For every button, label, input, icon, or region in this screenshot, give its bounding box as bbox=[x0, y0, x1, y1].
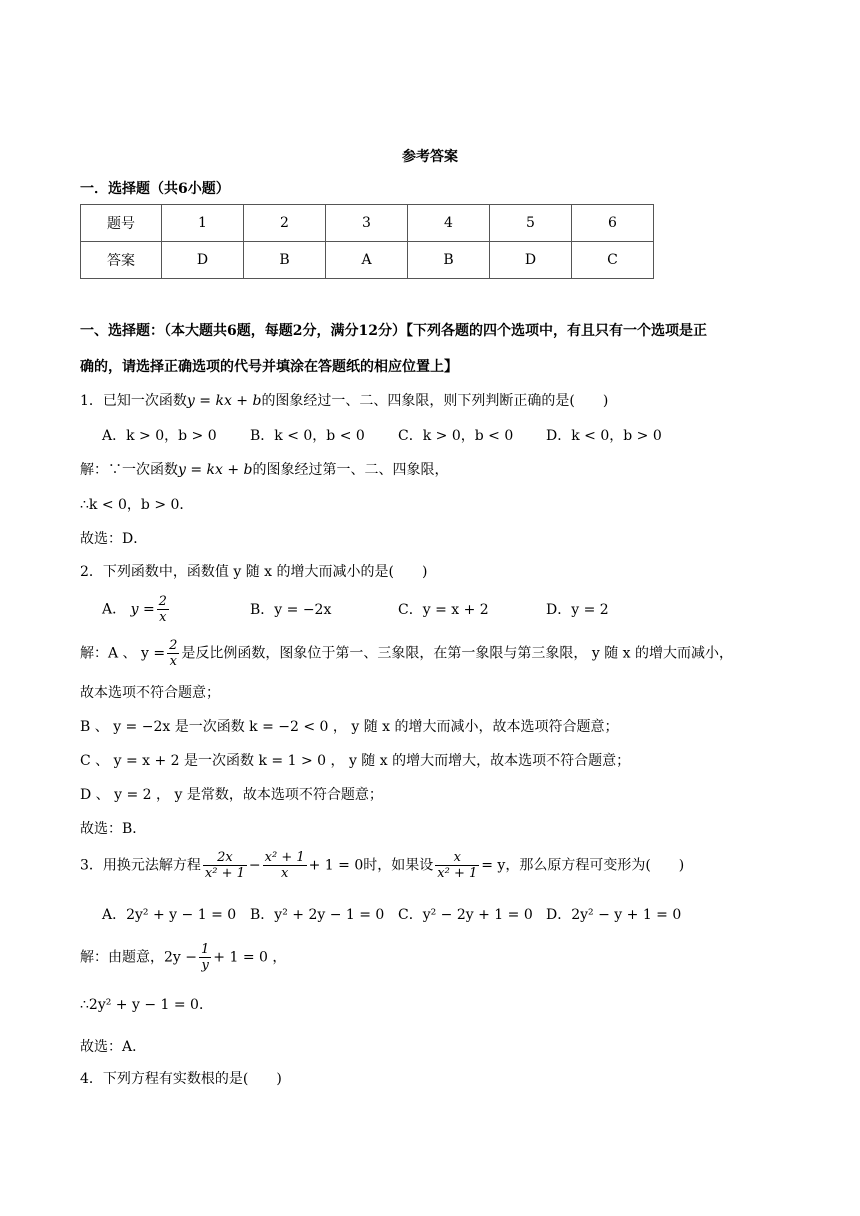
option-d: D．k < 0，b > 0 bbox=[546, 428, 662, 444]
answer-choice: 故选：B． bbox=[80, 821, 147, 837]
option-d: D．y = 2 bbox=[546, 601, 609, 618]
solution-line: B 、 y = −2x 是一次函数 k = −2 < 0 ， y 随 x 的增大而减小，故本选项符合题意； bbox=[80, 719, 619, 735]
question-3-options bbox=[102, 904, 681, 924]
question-1-options bbox=[102, 425, 662, 445]
table-cell: B bbox=[244, 242, 326, 279]
solution-line: D 、 y = 2 ， y 是常数，故本选项不符合题意； bbox=[80, 787, 383, 803]
option-c: C．y = x + 2 bbox=[398, 601, 489, 618]
question-3-stem: 3．用换元法解方程 $\frac{2x}{\text{x² + 1}}$ − $\frac{\text{x² + 1}}{x}$ + 1 = 0时，如果设 $\frac{x}{\text{x² + 1}}$ = y，那么原方程可变形为( ) bbox=[80, 850, 685, 881]
table-row bbox=[81, 205, 654, 242]
table-cell: 6 bbox=[572, 205, 654, 242]
table-cell: A bbox=[326, 242, 408, 279]
solution-line: 故本选项不符合题意； bbox=[80, 685, 220, 701]
solution-line: C 、 y = x + 2 是一次函数 k = 1 > 0 ， y 随 x 的增大而增大，故本选项不符合题意； bbox=[80, 753, 631, 769]
option-a: A．k > 0，b > 0 bbox=[102, 428, 217, 444]
table-row bbox=[81, 242, 654, 279]
table-cell: 题号 bbox=[81, 205, 162, 242]
solution-line: 解：A 、 y = $\frac{2}{x}$ 是反比例函数，图象位于第一、三象限，在第一象限与第三象限， y 随 x 的增大而减小， bbox=[80, 638, 733, 669]
answer-table bbox=[80, 204, 654, 279]
solution-line: ∴k < 0，b > 0． bbox=[80, 497, 194, 513]
table-cell: 1 bbox=[162, 205, 244, 242]
question-2-options bbox=[102, 594, 609, 625]
option-b: B．y² + 2y − 1 = 0 bbox=[250, 907, 385, 923]
table-cell: C bbox=[572, 242, 654, 279]
solution-line: ∴2y² + y − 1 = 0． bbox=[80, 997, 213, 1013]
table-cell: 2 bbox=[244, 205, 326, 242]
table-cell: D bbox=[490, 242, 572, 279]
question-1-stem: 1．已知一次函数y = kx + b的图象经过一、二、四象限，则下列判断正确的是( ) bbox=[80, 393, 609, 409]
solution-line: 解：由题意，2y − $\frac{1}{y}$ + 1 = 0 ， bbox=[80, 942, 287, 973]
option-c: C．k > 0，b < 0 bbox=[398, 428, 514, 444]
option-b: B．y = −2x bbox=[250, 601, 332, 618]
option-b: B．k < 0，b < 0 bbox=[250, 428, 365, 444]
instructions-line: 一、选择题：（本大题共6题，每题2分，满分12分）【下列各题的四个选项中，有且只有一个选项是正 bbox=[80, 323, 707, 339]
question-4-stem: 4．下列方程有实数根的是( ) bbox=[80, 1071, 282, 1087]
solution-line: 解：∵一次函数y = kx + b的图象经过第一、二、四象限， bbox=[80, 462, 449, 478]
option-a: A．2y² + y − 1 = 0 bbox=[102, 907, 237, 923]
table-cell: B bbox=[408, 242, 490, 279]
table-cell: 答案 bbox=[81, 242, 162, 279]
instructions-line: 确的，请选择正确选项的代号并填涂在答题纸的相应位置上】 bbox=[80, 359, 458, 375]
option-a: A． y = $\frac{2}{x}$ bbox=[102, 594, 167, 625]
option-c: C．y² − 2y + 1 = 0 bbox=[398, 907, 533, 923]
table-cell: 5 bbox=[490, 205, 572, 242]
table-cell: 3 bbox=[326, 205, 408, 242]
answer-choice: 故选：D． bbox=[80, 531, 148, 547]
section-heading: 一．选择题（共6小题） bbox=[80, 181, 230, 197]
page-title: 参考答案 bbox=[402, 149, 458, 165]
answer-choice: 故选：A． bbox=[80, 1039, 147, 1055]
question-2-stem: 2．下列函数中，函数值 y 随 x 的增大而减小的是( ) bbox=[80, 564, 428, 580]
option-d: D．2y² − y + 1 = 0 bbox=[546, 907, 682, 923]
table-cell: D bbox=[162, 242, 244, 279]
table-cell: 4 bbox=[408, 205, 490, 242]
